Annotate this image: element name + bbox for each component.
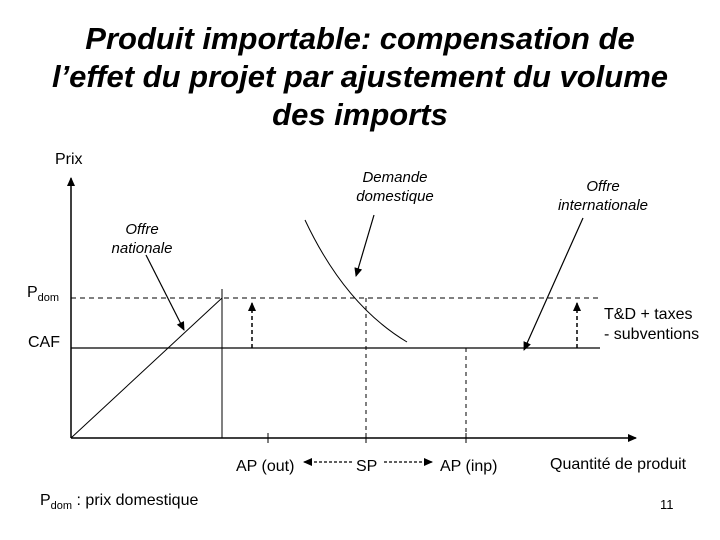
pdom-label-p: P <box>27 284 38 301</box>
footnote <box>40 492 198 512</box>
ap-out-label: AP (out) <box>236 458 295 475</box>
title-line-1: Produit importable: compensation de <box>85 21 635 56</box>
offre-internationale-label <box>538 177 668 215</box>
ap-inp-label: AP (inp) <box>440 458 498 475</box>
page-number: 11 <box>660 497 674 512</box>
pdom-label-sub: dom <box>37 292 60 305</box>
pdom-label <box>27 284 59 304</box>
footnote-text: : prix domestique <box>72 492 199 509</box>
td-label-line-1: T&D + taxes <box>604 306 693 323</box>
title-line-3: des imports <box>272 97 448 132</box>
offre-nationale-label <box>92 220 192 258</box>
x-axis-label: Quantité de produit <box>550 456 687 473</box>
td-label-line-2: - subventions <box>604 326 700 343</box>
offre-nationale-pointer-arrow <box>146 255 184 330</box>
footnote-p: P <box>40 492 51 509</box>
offre-internationale-pointer-arrow <box>524 218 583 350</box>
sp-label: SP <box>356 458 378 475</box>
offre-int-label-line-2: internationale <box>557 197 649 214</box>
offre-nat-label-line-2: nationale <box>111 240 173 257</box>
y-axis-label: Prix <box>55 151 83 168</box>
demande-domestique-label <box>335 168 455 206</box>
demande-pointer-arrow <box>356 215 374 276</box>
national-supply-line <box>71 298 222 438</box>
offre-int-label-line-1: Offre <box>586 178 620 195</box>
demande-label-line-1: Demande <box>362 169 428 186</box>
title-line-2: l’effet du projet par ajustement du volume <box>51 59 669 94</box>
footnote-sub: dom <box>50 500 73 513</box>
demande-label-line-2: domestique <box>356 188 434 205</box>
domestic-demand-curve <box>305 220 407 342</box>
offre-nat-label-line-1: Offre <box>125 221 159 238</box>
td-taxes-label <box>604 305 699 345</box>
caf-label: CAF <box>28 334 60 351</box>
